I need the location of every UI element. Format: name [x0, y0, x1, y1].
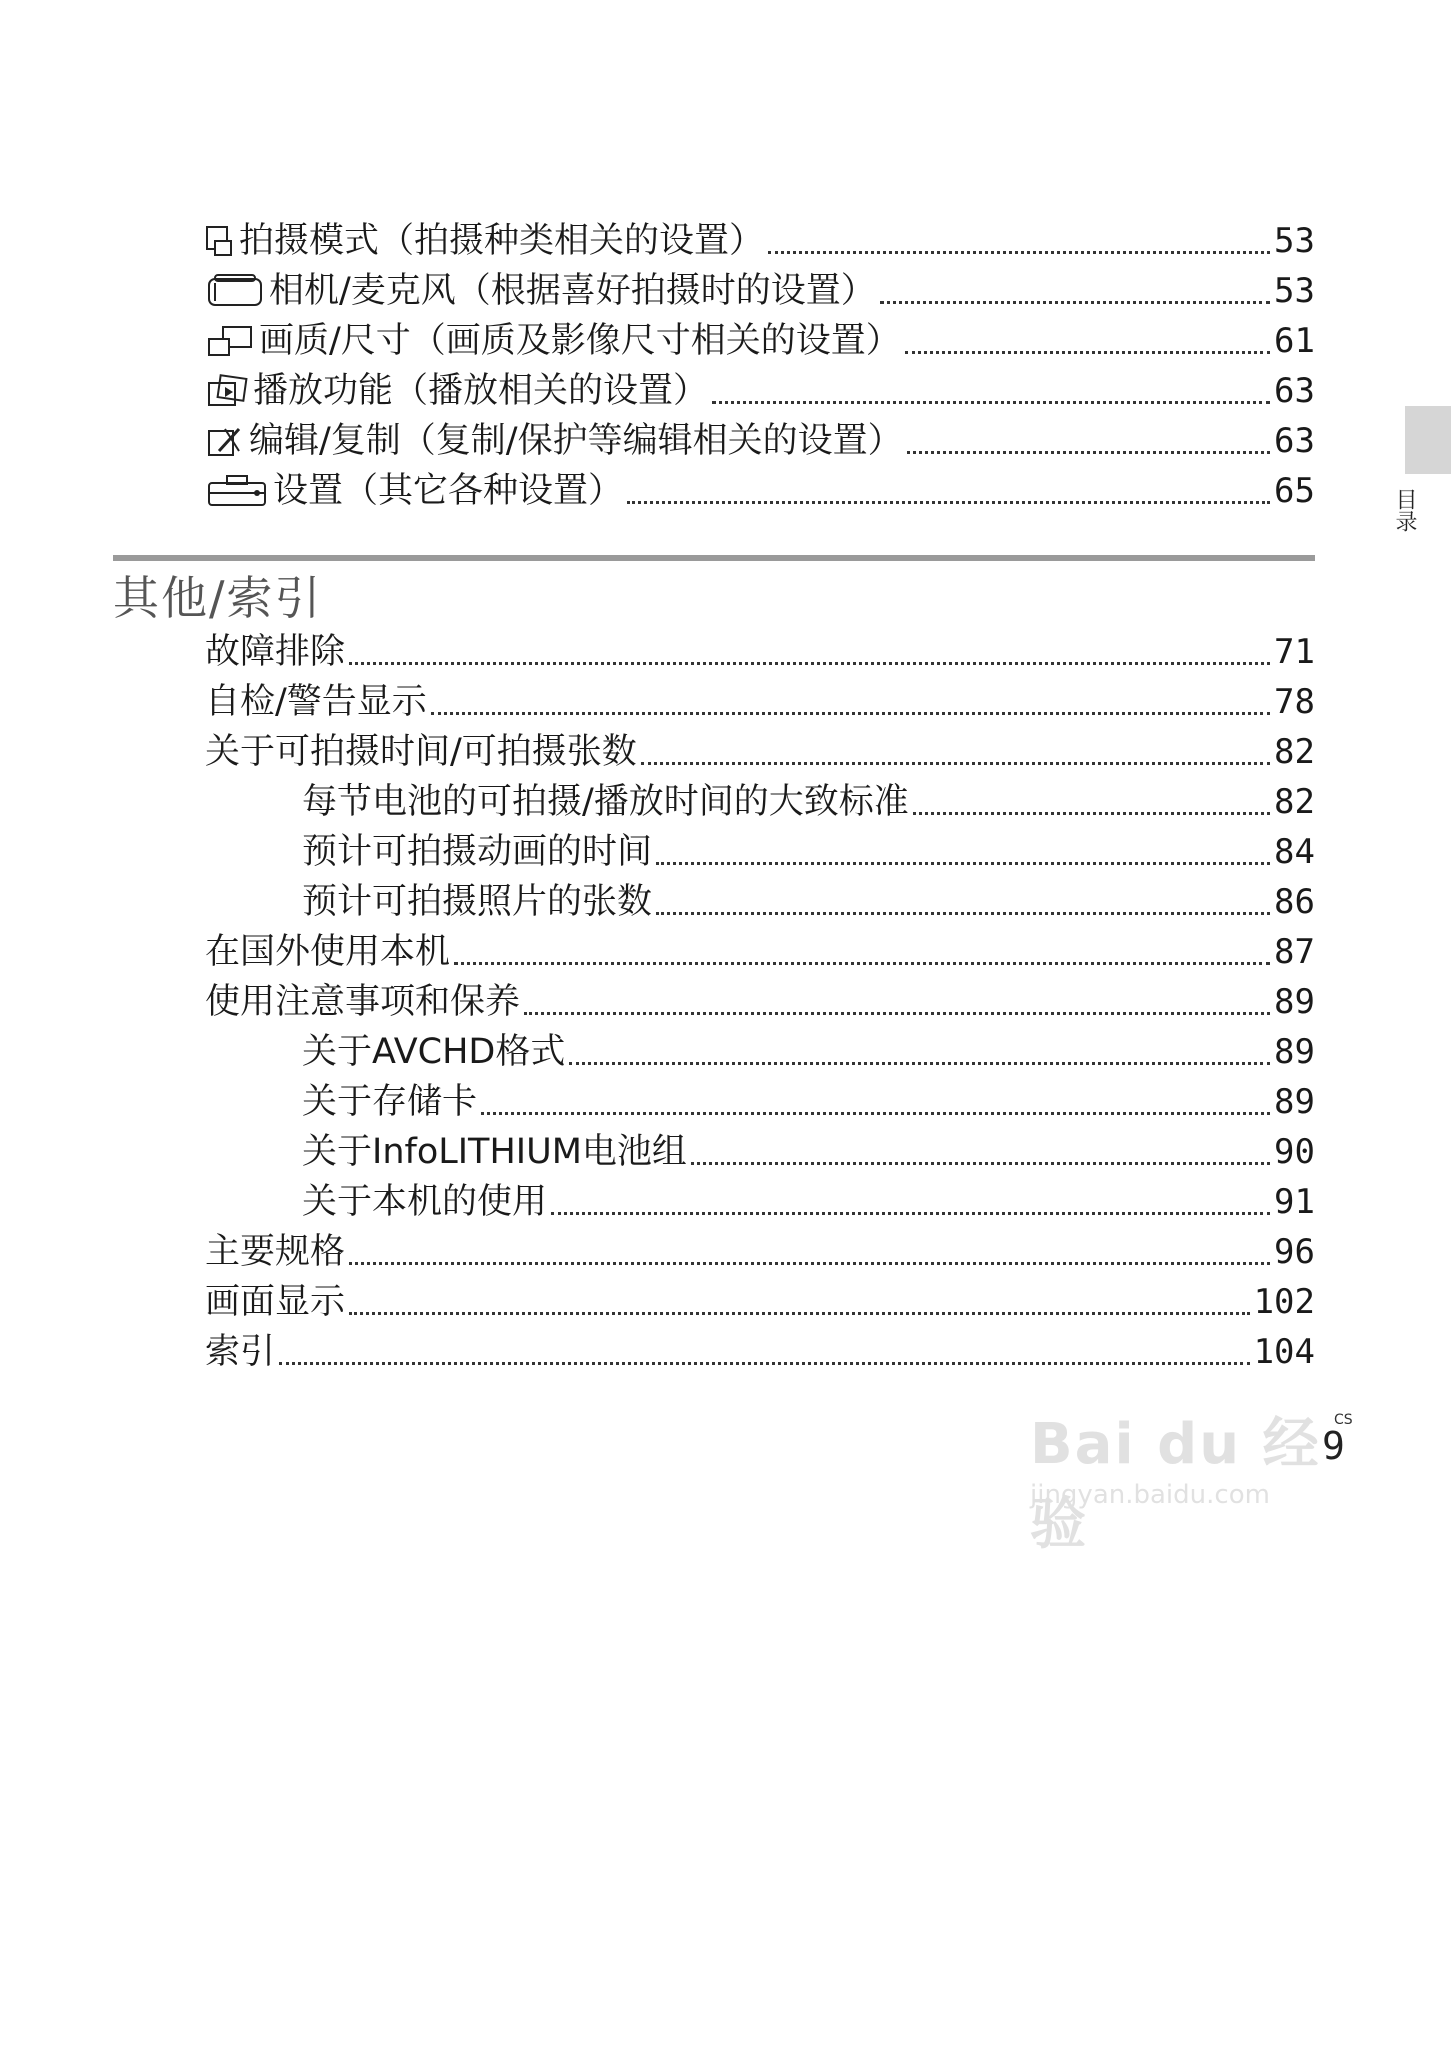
setup-icon: [205, 466, 269, 516]
playback-icon: [205, 366, 249, 416]
toc-subentry[interactable]: [302, 827, 1315, 877]
toc-entry[interactable]: [205, 727, 1315, 777]
toc-entry[interactable]: [205, 927, 1315, 977]
watermark-url: jingyan.baidu.com: [1030, 1480, 1270, 1510]
toc-entry-page: 96: [1274, 1232, 1315, 1272]
toc-entry-setup[interactable]: [205, 466, 1315, 516]
toc-entry-page: 53: [1274, 271, 1315, 311]
toc-entry-label: 每节电池的可拍摄/播放时间的大致标准: [302, 782, 909, 822]
dot-leader: [569, 1062, 1270, 1065]
edit-copy-icon: [205, 416, 245, 466]
toc-entry-label: 画质/尺寸（画质及影像尺寸相关的设置）: [259, 321, 901, 361]
toc-entry-camera-mic[interactable]: [205, 266, 1315, 316]
toc-entry-label: 自检/警告显示: [205, 682, 427, 722]
dot-leader: [905, 351, 1270, 354]
dot-leader: [768, 251, 1270, 254]
toc-subentry[interactable]: [302, 1077, 1315, 1127]
section-title: 其他/索引: [113, 571, 323, 625]
dot-leader: [880, 301, 1270, 304]
toc-entry-page: 84: [1274, 832, 1315, 872]
dot-leader: [431, 712, 1270, 715]
watermark: [1030, 1350, 1360, 1557]
toc-entry-page: 63: [1274, 421, 1315, 461]
toc-entry-label: 预计可拍摄动画的时间: [302, 832, 653, 872]
image-quality-icon: [205, 316, 255, 366]
toc-entry-label: 关于可拍摄时间/可拍摄张数: [205, 732, 637, 772]
toc-subentry[interactable]: [302, 1177, 1315, 1227]
toc-entry-page: 90: [1274, 1132, 1315, 1172]
dot-leader: [656, 862, 1270, 865]
toc-entry-label: 关于InfoLITHIUM电池组: [302, 1132, 687, 1172]
toc-entry-label: 相机/麦克风（根据喜好拍摄时的设置）: [269, 271, 876, 311]
toc-entry-page: 86: [1274, 882, 1315, 922]
dot-leader: [627, 501, 1270, 504]
toc-entry-label: 播放功能（播放相关的设置）: [253, 371, 709, 411]
toc-entry-shooting-mode[interactable]: [205, 216, 1315, 266]
page-number: 9: [1322, 1424, 1345, 1468]
toc-entry[interactable]: [205, 627, 1315, 677]
side-tab-label: 目录: [1392, 488, 1417, 532]
dot-leader: [913, 812, 1270, 815]
toc-entry-label: 故障排除: [205, 632, 346, 672]
toc-entry-page: 104: [1253, 1332, 1315, 1372]
toc-subentry[interactable]: [302, 777, 1315, 827]
dot-leader: [551, 1212, 1270, 1215]
toc-entry-label: 关于存储卡: [302, 1082, 478, 1122]
side-tab[interactable]: [1405, 406, 1451, 474]
toc-subentry[interactable]: [302, 1127, 1315, 1177]
toc-entry-label: 主要规格: [205, 1232, 346, 1272]
dot-leader: [349, 662, 1270, 665]
toc-subentry[interactable]: [302, 1027, 1315, 1077]
toc-subentry[interactable]: [302, 877, 1315, 927]
dot-leader: [349, 1312, 1250, 1315]
dot-leader: [481, 1112, 1270, 1115]
toc-entry[interactable]: [205, 1227, 1315, 1277]
dot-leader: [641, 762, 1270, 765]
dot-leader: [907, 451, 1270, 454]
toc-entry-label: 在国外使用本机: [205, 932, 451, 972]
toc-entry-page: 78: [1274, 682, 1315, 722]
toc-entry-label: 预计可拍摄照片的张数: [302, 882, 653, 922]
camera-mic-icon: [205, 266, 265, 316]
toc-entry-label: 索引: [205, 1332, 276, 1372]
page-locale-code: CS: [1334, 1412, 1353, 1428]
toc-entry-page: 53: [1274, 221, 1315, 261]
dot-leader: [656, 912, 1270, 915]
toc-entry-page: 102: [1253, 1282, 1315, 1322]
toc-entry-page: 82: [1274, 732, 1315, 772]
toc-entry-label: 画面显示: [205, 1282, 346, 1322]
dot-leader: [524, 1012, 1270, 1015]
toc-entry-page: 89: [1274, 1032, 1315, 1072]
toc-entry-edit-copy[interactable]: [205, 416, 1315, 466]
toc-entry-label: 拍摄模式（拍摄种类相关的设置）: [239, 221, 765, 261]
toc-entry[interactable]: [205, 1277, 1315, 1327]
toc-entry[interactable]: [205, 677, 1315, 727]
toc-entry-page: 65: [1274, 471, 1315, 511]
dot-leader: [712, 401, 1270, 404]
toc-entry-page: 89: [1274, 1082, 1315, 1122]
toc-entry-label: 编辑/复制（复制/保护等编辑相关的设置）: [249, 421, 903, 461]
toc-entry-label: 关于AVCHD格式: [302, 1032, 566, 1072]
toc-entry-page: 71: [1274, 632, 1315, 672]
dot-leader: [454, 962, 1270, 965]
toc-entry-page: 82: [1274, 782, 1315, 822]
watermark-logo-text: Bai du 经验: [1030, 1412, 1321, 1557]
toc-entry-page: 63: [1274, 371, 1315, 411]
toc-entry-page: 87: [1274, 932, 1315, 972]
toc-entry-page: 61: [1274, 321, 1315, 361]
toc-entry-label: 关于本机的使用: [302, 1182, 548, 1222]
toc-entry-page: 91: [1274, 1182, 1315, 1222]
shooting-mode-icon: [205, 216, 235, 266]
toc-entry[interactable]: [205, 977, 1315, 1027]
toc-entry-image-quality[interactable]: [205, 316, 1315, 366]
section-divider: [113, 555, 1315, 561]
dot-leader: [349, 1262, 1270, 1265]
toc-entry-playback[interactable]: [205, 366, 1315, 416]
toc-entry-label: 使用注意事项和保养: [205, 982, 521, 1022]
toc-entry-page: 89: [1274, 982, 1315, 1022]
dot-leader: [691, 1162, 1270, 1165]
toc-entry-label: 设置（其它各种设置）: [273, 471, 624, 511]
